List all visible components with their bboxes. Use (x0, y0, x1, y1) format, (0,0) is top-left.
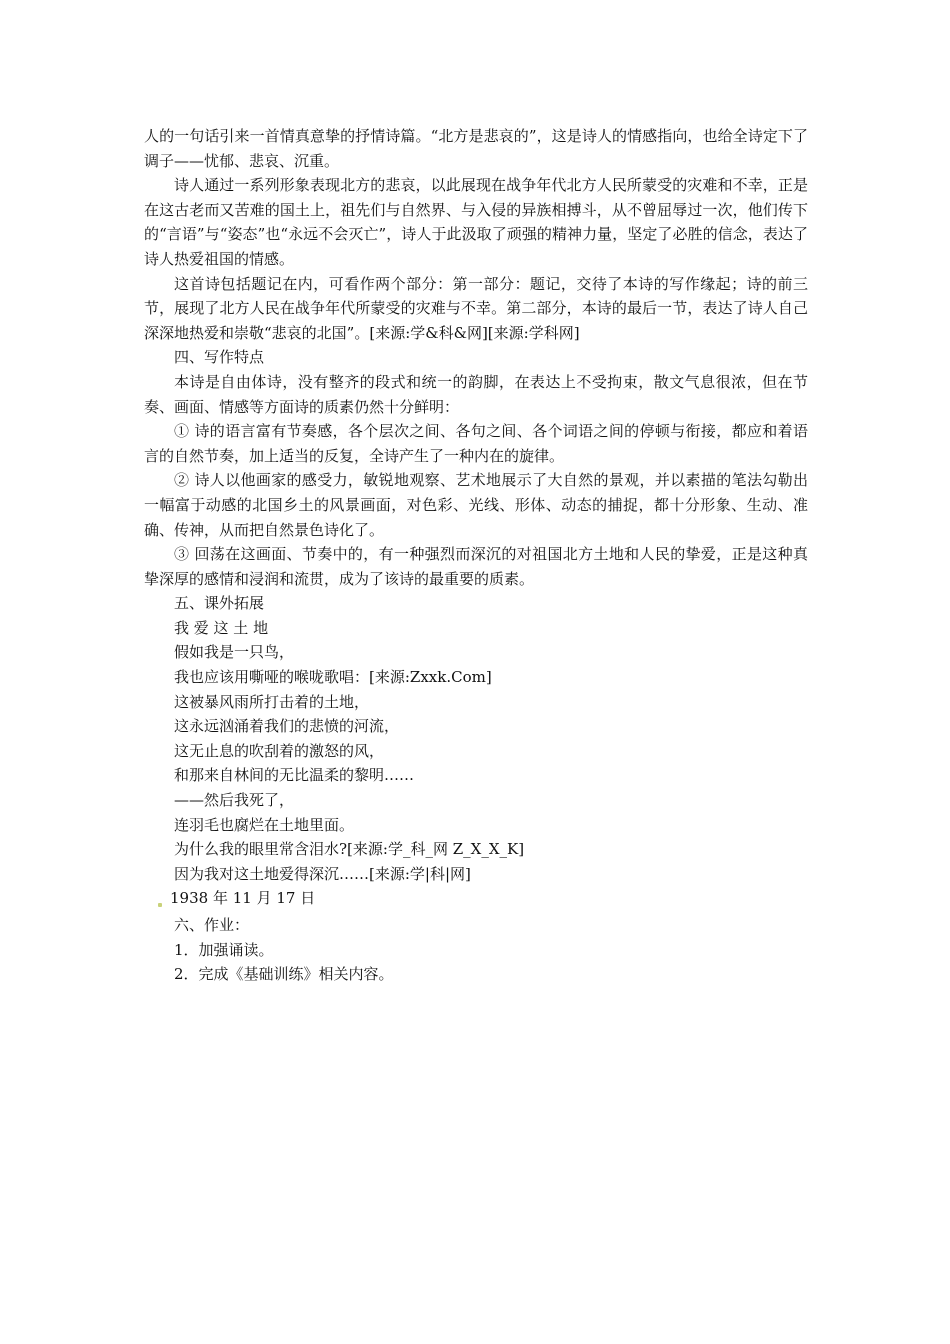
poem-line: 连羽毛也腐烂在土地里面。 (174, 815, 355, 834)
watermark-dot (158, 903, 162, 907)
poem-line: 为什么我的眼里常含泪水?[来源:学_科_网 Z_X_X_K] (174, 840, 525, 859)
homework-item: 1．加强诵读。 (174, 940, 274, 959)
poem-line: 因为我对这土地爱得深沉……[来源:学|科|网] (174, 864, 471, 883)
poem-line: 这永远汹涌着我们的悲愤的河流， (174, 717, 400, 736)
paragraph-free-verse: 本诗是自由体诗，没有整齐的段式和统一的韵脚，在表达上不受拘束，散文气息很浓，但在节奏、画面、情感等方面诗的质素仍然十分鲜明： (144, 372, 808, 416)
poem-line: 这被暴风雨所打击着的土地， (174, 692, 370, 711)
section-heading-extension: 五、课外拓展 (174, 594, 265, 613)
poem-title: 我 爱 这 土 地 (174, 618, 269, 637)
poem-line: 假如我是一只鸟， (174, 643, 295, 662)
paragraph-structure: 这首诗包括题记在内，可看作两个部分：第一部分：题记，交待了本诗的写作缘起；诗的前三节，展现了北方人民在战争年代所蒙受的灾难与不幸。第二部分，本诗的最后一节，表达了诗人自己深深地热爱和崇敬“悲哀的北国”。[来源:学&科&网][来源:学科网] (144, 274, 808, 342)
poem-line: 这无止息的吹刮着的激怒的风， (174, 741, 385, 760)
paragraph-point-1: ① 诗的语言富有节奏感，各个层次之间、各句之间、各个词语之间的停顿与衔接，都应和着语言的自然节奏，加上适当的反复，全诗产生了一种内在的旋律。 (144, 422, 808, 465)
paragraph-intro-continued: 人的一句话引来一首情真意挚的抒情诗篇。“北方是悲哀的”，这是诗人的情感指向，也给全诗定下了调子——忧郁、悲哀、沉重。 (144, 127, 808, 170)
paragraph-point-2: ② 诗人以他画家的感受力，敏锐地观察、艺术地展示了大自然的景观，并以素描的笔法勾勒出一幅富于动感的北国乡土的风景画面，对色彩、光线、形体、动态的捕捉，都十分形象、生动、准确、传神，从而把自然景色诗化了。 (144, 471, 808, 539)
poem-line: 和那来自林间的无比温柔的黎明…… (174, 766, 415, 785)
poem-date: 1938 年 11 月 17 日 (170, 889, 316, 908)
poem-line: ——然后我死了， (174, 791, 295, 810)
poem-line: 我也应该用嘶哑的喉咙歌唱：[来源:Zxxk.Com] (174, 668, 492, 687)
section-heading-homework: 六、作业： (174, 916, 250, 934)
section-heading-writing-features: 四、写作特点 (174, 348, 265, 367)
poem-date-line (144, 886, 808, 911)
homework-item: 2．完成《基础训练》相关内容。 (174, 965, 394, 984)
document-page (144, 124, 808, 987)
paragraph-point-3: ③ 回荡在这画面、节奏中的，有一种强烈而深沉的对祖国北方土地和人民的挚爱，正是这种真挚深厚的感情和浸润和流贯，成为了该诗的最重要的质素。 (144, 545, 808, 588)
paragraph-imagery: 诗人通过一系列形象表现北方的悲哀，以此展现在战争年代北方人民所蒙受的灾难和不幸，正是在这古老而又苦难的国土上，祖先们与自然界、与入侵的异族相搏斗，从不曾屈辱过一次，他们传下的“言语”与“姿态”也“永远不会灭亡”，诗人于此汲取了顽强的精神力量，坚定了必胜的信念，表达了诗人热爱祖国的情感。 (144, 176, 808, 268)
